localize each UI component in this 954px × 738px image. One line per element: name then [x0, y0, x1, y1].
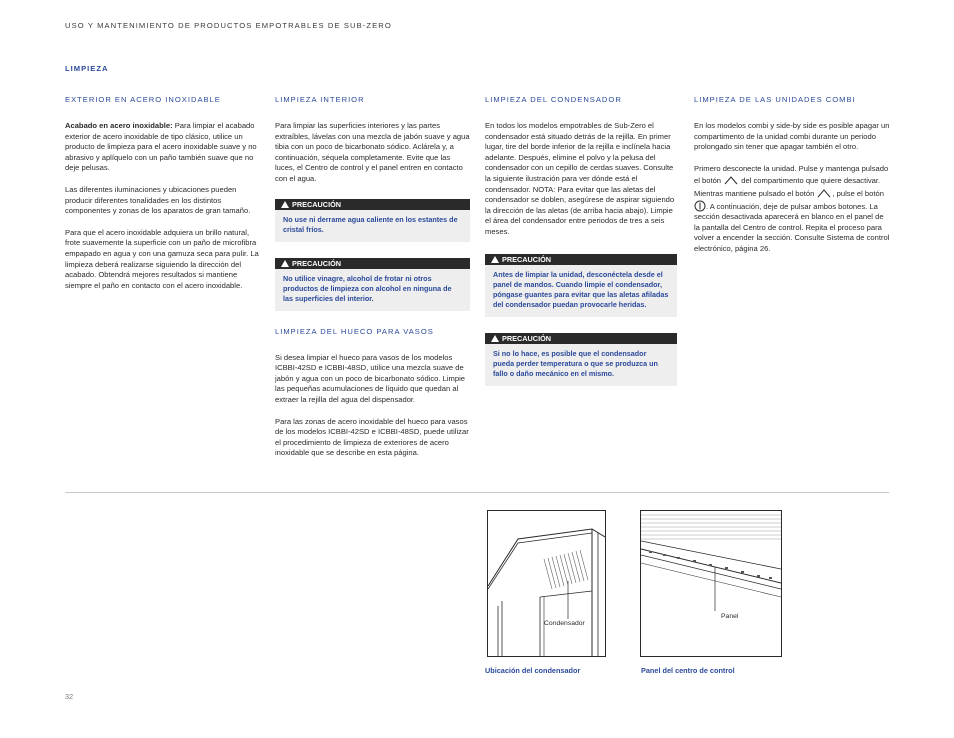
condenser-label: Condensador: [544, 620, 585, 627]
caution-text: Antes de limpiar la unidad, desconéctela desde el panel de mandos. Cuando limpie el condensador, póngase guantes para evitar que las aletas afiladas del condensador puedan provocarle heridas.: [493, 269, 669, 309]
col4-para-2: [694, 164, 890, 255]
divider: [65, 492, 889, 493]
caution-box: [275, 258, 470, 311]
col2-title: LIMPIEZA INTERIOR: [275, 95, 365, 104]
col4-para-2-b: del compartimento que quiere desactivar. Mientras mantiene pulsado el botón: [694, 176, 881, 198]
warning-triangle-icon: [281, 201, 289, 208]
column-condenser: [485, 95, 677, 402]
panel-label: Panel: [721, 613, 739, 620]
col1-para-2: Las diferentes iluminaciones y ubicaciones pueden producir diferentes tonalidades en los distintos componentes y zonas de los aparatos de gran tamaño.: [65, 184, 251, 216]
control-panel-drawing: [641, 511, 781, 656]
caution-label: PRECAUCIÓN: [502, 333, 552, 343]
up-arrow-button-icon: [723, 174, 739, 186]
condenser-caption: Ubicación del condensador: [485, 666, 581, 675]
power-button-icon: [694, 200, 706, 212]
col1-para-1: [65, 121, 261, 174]
caution-box: [275, 199, 470, 242]
caution-header: [275, 258, 470, 269]
column-stainless: [65, 95, 261, 302]
col4-para-2-d: . A continuación, deje de pulsar ambos botones. La sección desactivada aparecerá en blanco en el panel de la pantalla del Centro de control. Repita el proceso para volver a encender la sección. Consulte Sistema de control electrónico, página 26.: [694, 201, 890, 253]
up-arrow-button-icon: [816, 187, 832, 199]
caution-label: PRECAUCIÓN: [292, 258, 342, 268]
caution-box: [485, 333, 677, 386]
col2-para-3: Para las zonas de acero inoxidable del hueco para vasos de los modelos ICBBI-42SD e ICBBI-48SD, puede utilizar el procedimiento de limpieza de exteriores de acero inoxidable que se describe en esta página.: [275, 416, 469, 458]
col4-para-1: En los modelos combi y side-by side es posible apagar un compartimento de la unidad combi durante un periodo prolongado sin tener que apagar también el otro.: [694, 121, 890, 152]
control-panel-caption: Panel del centro de control: [641, 666, 735, 675]
column-interior: [275, 95, 470, 470]
control-panel-illustration: [640, 510, 782, 657]
condenser-drawing: [488, 511, 605, 656]
caution-text: No utilice vinagre, alcohol de frotar ni otros productos de limpieza con alcohol en ninguna de las superficies del interior.: [283, 273, 452, 303]
warning-triangle-icon: [281, 260, 289, 267]
caution-text: No use ni derrame agua caliente en los estantes de cristal fríos.: [283, 214, 458, 234]
col4-para-2-a: Primero desconecte la unidad. Pulse y mantenga pulsado el botón: [694, 163, 889, 186]
col1-para-1-rest: Para limpiar el acabado exterior de acero inoxidable de tipo clásico, utilice un producto de limpieza para el acero inoxidable suave y no abrasivo y aplíquelo con un paño también suave que no deje pelusas.: [65, 121, 257, 173]
caution-label: PRECAUCIÓN: [502, 254, 552, 264]
col3-para-1: En todos los modelos empotrables de Sub-Zero el condensador está situado detrás de la rejilla. En primer lugar, tire del borde inferior de la rejilla e inclínela hacia adelante. Después, elimine el polvo y la pelusa del condensador con un cepillo de cerdas suaves. Consulte la siguiente ilustración para ver dónde está el condensador. NOTA: Para evitar que las aletas del condensador se doblen, asegúrese de aspirar siguiendo la dirección de las aletas (de arriba hacia abajo). Limpie el área del condensador entre periodos de tres a seis meses.: [485, 121, 675, 236]
col1-para-1-bold: Acabado en acero inoxidable:: [65, 121, 173, 130]
caution-header: [485, 333, 677, 344]
caution-header: [275, 199, 470, 210]
col3-title: LIMPIEZA DEL CONDENSADOR: [485, 95, 622, 104]
col2-title-2: LIMPIEZA DEL HUECO PARA VASOS: [275, 326, 434, 336]
page-number: 32: [65, 692, 74, 701]
page-header: USO Y MANTENIMIENTO DE PRODUCTOS EMPOTRABLES DE SUB-ZERO: [65, 21, 392, 30]
warning-triangle-icon: [491, 256, 499, 263]
col1-title: EXTERIOR EN ACERO INOXIDABLE: [65, 95, 221, 104]
caution-label: PRECAUCIÓN: [292, 199, 342, 209]
section-title: LIMPIEZA: [65, 64, 109, 73]
col2-para-2: Si desea limpiar el hueco para vasos de los modelos ICBBI-42SD e ICBBI-48SD, utilice una mezcla suave de jabón y agua con un poco de bicarbonato sódico. Limpie las pequeñas acumulaciones de líquido que quedan al extraer la rejilla del agua del dispensador.: [275, 352, 465, 404]
warning-triangle-icon: [491, 335, 499, 342]
column-combi: [694, 95, 890, 266]
col2-para-1: Para limpiar las superficies interiores y las partes extraíbles, lávelas con una mezcla de jabón suave y agua tibia con un poco de bicarbonato sódico. Aclárela y, a continuación, séquela completamente. Evite que las luces, el Centro de control y el panel entren en contacto con el agua.: [275, 121, 470, 183]
caution-box: [485, 254, 677, 317]
col4-title: LIMPIEZA DE LAS UNIDADES COMBI: [694, 95, 856, 104]
col1-para-3: Para que el acero inoxidable adquiera un brillo natural, frote suavemente la superficie con un paño de microfibra empapado en agua y con una gamuza seca para pulir. La limpieza deberá realizarse siguiendo la dirección del acabado. Obtendrá mejores resultados si mantiene siempre el paño en contacto con el acero inoxidable.: [65, 227, 259, 290]
col4-para-2-c: , pulse el botón: [832, 188, 884, 198]
caution-text: Si no lo hace, es posible que el condensador pueda perder temperatura o que se produzca un fallo o daño mecánico en el mismo.: [493, 348, 658, 378]
condenser-illustration: [487, 510, 606, 657]
caution-header: [485, 254, 677, 265]
